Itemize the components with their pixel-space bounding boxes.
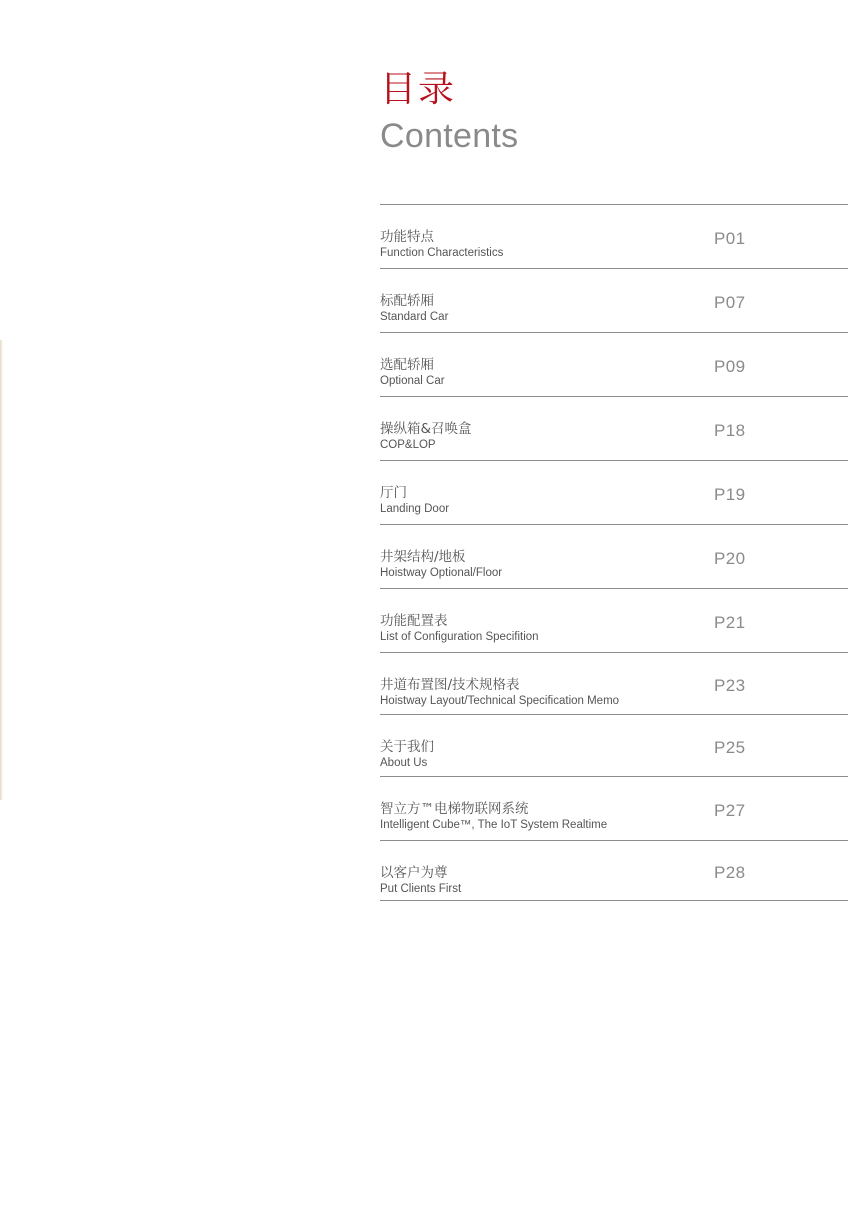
toc-title-cn: 功能特点 — [380, 229, 434, 245]
toc-row[interactable] — [380, 653, 848, 715]
toc-title-en: Intelligent Cube™, The IoT System Realtime — [380, 819, 608, 831]
toc-page-number: P19 — [714, 485, 746, 504]
table-of-contents — [380, 204, 848, 901]
toc-title-en: Function Characteristics — [380, 247, 504, 259]
page-edge-shade — [0, 340, 3, 800]
toc-row[interactable] — [380, 461, 848, 525]
toc-row[interactable] — [380, 269, 848, 333]
toc-title-cn: 井架结构/地板 — [380, 549, 466, 565]
toc-title-en: Standard Car — [380, 311, 449, 323]
toc-page-number: P27 — [714, 801, 746, 820]
toc-row[interactable] — [380, 841, 848, 901]
toc-row[interactable] — [380, 777, 848, 841]
toc-title-cn: 功能配置表 — [380, 613, 448, 629]
toc-row[interactable] — [380, 333, 848, 397]
toc-page-number: P01 — [714, 229, 746, 248]
toc-title-en: Optional Car — [380, 375, 445, 387]
toc-page-number: P09 — [714, 357, 746, 376]
toc-page-number: P21 — [714, 613, 746, 632]
toc-title-en: Hoistway Optional/Floor — [380, 567, 503, 579]
toc-title-en: List of Configuration Specifition — [380, 631, 539, 643]
toc-page-number: P18 — [714, 421, 746, 440]
toc-row[interactable] — [380, 205, 848, 269]
toc-title-cn: 标配轿厢 — [380, 293, 434, 309]
toc-title-en: Hoistway Layout/Technical Specification Memo — [380, 695, 620, 707]
toc-row[interactable] — [380, 525, 848, 589]
toc-title-en: Put Clients First — [380, 883, 462, 895]
toc-title-cn: 选配轿厢 — [380, 357, 434, 373]
contents-heading — [380, 70, 518, 156]
toc-page-number: P20 — [714, 549, 746, 568]
toc-title-en: COP&LOP — [380, 439, 436, 451]
heading-title-en: Contents — [380, 117, 519, 155]
toc-title-cn: 厅门 — [380, 485, 407, 501]
toc-title-cn: 智立方™电梯物联网系统 — [380, 801, 529, 817]
heading-title-cn: 目录 — [380, 69, 457, 110]
toc-list — [380, 205, 848, 901]
toc-title-cn: 以客户为尊 — [380, 865, 448, 881]
toc-title-en: Landing Door — [380, 503, 450, 515]
toc-title-cn: 操纵箱&召唤盒 — [380, 421, 472, 437]
toc-page-number: P25 — [714, 738, 746, 757]
toc-title-en: About Us — [380, 757, 428, 769]
toc-page-number: P23 — [714, 676, 746, 695]
toc-row[interactable] — [380, 589, 848, 653]
toc-row[interactable] — [380, 715, 848, 777]
toc-page-number: P28 — [714, 863, 746, 882]
toc-title-cn: 关于我们 — [380, 739, 434, 755]
toc-title-cn: 井道布置图/技术规格表 — [380, 677, 520, 693]
toc-page-number: P07 — [714, 293, 746, 312]
toc-row[interactable] — [380, 397, 848, 461]
